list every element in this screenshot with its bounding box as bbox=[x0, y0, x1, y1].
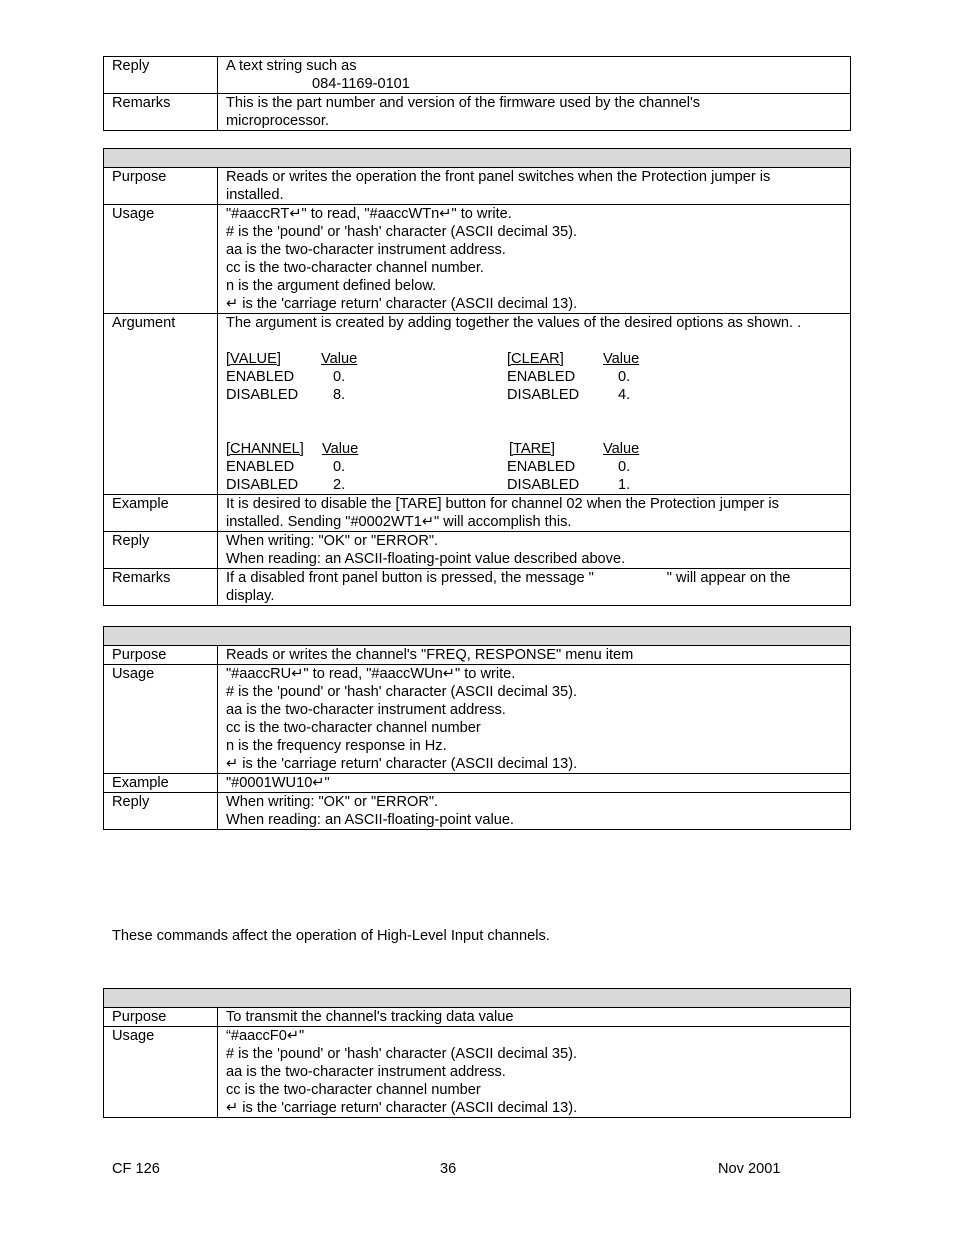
row-value bbox=[218, 1008, 850, 1026]
reply-row bbox=[104, 792, 850, 829]
value-heading: Value bbox=[321, 351, 358, 367]
option-heading: [CLEAR] bbox=[507, 351, 564, 367]
text-line: It is desired to disable the [TARE] button for channel 02 when the Protection jumper is bbox=[226, 496, 779, 512]
text-line: If a disabled front panel button is pressed, the message " " will appear on the bbox=[226, 570, 791, 586]
text-line: installed. bbox=[226, 187, 284, 203]
row-label: Example bbox=[104, 774, 218, 792]
table-header-bar bbox=[104, 149, 850, 168]
footer-date: Nov 2001 bbox=[718, 1161, 781, 1177]
row-value bbox=[218, 1027, 850, 1117]
reply-row bbox=[104, 531, 850, 568]
option-heading: [TARE] bbox=[509, 441, 555, 457]
argument-intro: The argument is created by adding together the values of the desired options as shown. . bbox=[226, 315, 802, 331]
option-header-row bbox=[226, 440, 850, 458]
purpose-row bbox=[104, 646, 850, 664]
option-heading: [VALUE] bbox=[226, 351, 281, 367]
text-line: # is the 'pound' or 'hash' character (ASCII decimal 35). bbox=[226, 684, 578, 700]
option-value: 1. bbox=[618, 477, 631, 493]
text-line: ↵ is the 'carriage return' character (ASCII decimal 13). bbox=[226, 756, 578, 772]
front-panel-switch-table bbox=[103, 148, 851, 606]
option-value: 0. bbox=[333, 459, 346, 475]
text-line: ↵ is the 'carriage return' character (ASCII decimal 13). bbox=[226, 296, 578, 312]
remarks-row bbox=[104, 568, 850, 605]
option-value: 0. bbox=[333, 369, 346, 385]
option-value: 0. bbox=[618, 369, 631, 385]
frequency-response-table bbox=[103, 626, 851, 830]
option-name: DISABLED bbox=[507, 477, 580, 493]
value-heading: Value bbox=[603, 351, 640, 367]
argument-row bbox=[104, 313, 850, 494]
row-value bbox=[218, 94, 850, 130]
text-line: When writing: "OK" or "ERROR". bbox=[226, 533, 439, 549]
text-line: When reading: an ASCII-floating-point value. bbox=[226, 812, 514, 828]
text-line: n is the frequency response in Hz. bbox=[226, 738, 447, 754]
text-line: When reading: an ASCII-floating-point value described above. bbox=[226, 551, 626, 567]
option-heading: [CHANNEL] bbox=[226, 441, 304, 457]
row-label: Purpose bbox=[104, 646, 218, 664]
value-heading: Value bbox=[322, 441, 359, 457]
text-line: # is the 'pound' or 'hash' character (ASCII decimal 35). bbox=[226, 1046, 578, 1062]
option-row bbox=[226, 368, 850, 386]
row-label: Argument bbox=[104, 314, 218, 494]
text-line: ↵ is the 'carriage return' character (ASCII decimal 13). bbox=[226, 1100, 578, 1116]
purpose-row bbox=[104, 1008, 850, 1026]
value-heading: Value bbox=[603, 441, 640, 457]
text-line: A text string such as bbox=[226, 58, 357, 74]
option-name: DISABLED bbox=[226, 477, 299, 493]
section-description: These commands affect the operation of High-Level Input channels. bbox=[112, 928, 550, 944]
option-name: DISABLED bbox=[226, 387, 299, 403]
purpose-row bbox=[104, 168, 850, 204]
table-header-bar bbox=[104, 627, 850, 646]
example-row bbox=[104, 494, 850, 531]
text-line: aa is the two-character instrument address. bbox=[226, 1064, 506, 1080]
text-line: cc is the two-character channel number bbox=[226, 1082, 481, 1098]
footer-page-number: 36 bbox=[440, 1161, 457, 1177]
row-value bbox=[218, 646, 850, 664]
text-line: cc is the two-character channel number bbox=[226, 720, 481, 736]
footer-document-id: CF 126 bbox=[112, 1161, 160, 1177]
firmware-version-table bbox=[103, 56, 851, 131]
row-label: Reply bbox=[104, 793, 218, 829]
option-value: 2. bbox=[333, 477, 346, 493]
text-line: n is the argument defined below. bbox=[226, 278, 437, 294]
row-label: Example bbox=[104, 495, 218, 531]
option-name: ENABLED bbox=[507, 459, 576, 475]
text-line: installed. Sending "#0002WT1↵" will accomplish this. bbox=[226, 514, 572, 530]
text-line: “#aaccF0↵" bbox=[226, 1028, 305, 1044]
text-line: cc is the two-character channel number. bbox=[226, 260, 484, 276]
text-line: aa is the two-character instrument address. bbox=[226, 242, 506, 258]
tracking-data-table bbox=[103, 988, 851, 1118]
option-name: ENABLED bbox=[226, 369, 295, 385]
remarks-row bbox=[104, 93, 850, 130]
row-value bbox=[218, 774, 850, 792]
option-value: 0. bbox=[618, 459, 631, 475]
row-value bbox=[218, 532, 850, 568]
row-label: Usage bbox=[104, 1027, 218, 1117]
text-line: Reads or writes the operation the front panel switches when the Protection jumper is bbox=[226, 169, 771, 185]
row-value bbox=[218, 793, 850, 829]
option-header-row bbox=[226, 350, 850, 368]
row-value bbox=[218, 168, 850, 204]
row-label: Purpose bbox=[104, 168, 218, 204]
row-label: Purpose bbox=[104, 1008, 218, 1026]
option-name: DISABLED bbox=[507, 387, 580, 403]
option-row bbox=[226, 458, 850, 476]
text-line: "#0001WU10↵" bbox=[226, 775, 330, 791]
row-value bbox=[218, 665, 850, 773]
text-line: When writing: "OK" or "ERROR". bbox=[226, 794, 439, 810]
text-line: To transmit the channel's tracking data value bbox=[226, 1009, 514, 1025]
option-row bbox=[226, 476, 850, 494]
example-row bbox=[104, 773, 850, 792]
reply-row bbox=[104, 57, 850, 93]
row-label: Reply bbox=[104, 532, 218, 568]
row-value bbox=[218, 314, 850, 494]
row-label: Remarks bbox=[104, 569, 218, 605]
text-line: "#aaccRT↵" to read, "#aaccWTn↵" to write. bbox=[226, 206, 512, 222]
text-line: "#aaccRU↵" to read, "#aaccWUn↵" to write. bbox=[226, 666, 516, 682]
row-label: Usage bbox=[104, 665, 218, 773]
row-value bbox=[218, 205, 850, 313]
table-header-bar bbox=[104, 989, 850, 1008]
option-name: ENABLED bbox=[226, 459, 295, 475]
row-value bbox=[218, 57, 850, 93]
text-line: microprocessor. bbox=[226, 113, 329, 129]
row-label: Usage bbox=[104, 205, 218, 313]
option-row bbox=[226, 386, 850, 404]
text-line: # is the 'pound' or 'hash' character (ASCII decimal 35). bbox=[226, 224, 578, 240]
row-value bbox=[218, 569, 850, 605]
option-name: ENABLED bbox=[507, 369, 576, 385]
usage-row bbox=[104, 1026, 850, 1117]
row-value bbox=[218, 495, 850, 531]
part-number: 084-1169-0101 bbox=[312, 76, 410, 92]
row-label: Reply bbox=[104, 57, 218, 93]
usage-row bbox=[104, 664, 850, 773]
option-value: 8. bbox=[333, 387, 346, 403]
usage-row bbox=[104, 204, 850, 313]
text-line: aa is the two-character instrument address. bbox=[226, 702, 506, 718]
text-line: Reads or writes the channel's "FREQ, RESPONSE" menu item bbox=[226, 647, 634, 663]
text-line: display. bbox=[226, 588, 275, 604]
option-value: 4. bbox=[618, 387, 631, 403]
row-label: Remarks bbox=[104, 94, 218, 130]
text-line: This is the part number and version of the firmware used by the channel's bbox=[226, 95, 701, 111]
